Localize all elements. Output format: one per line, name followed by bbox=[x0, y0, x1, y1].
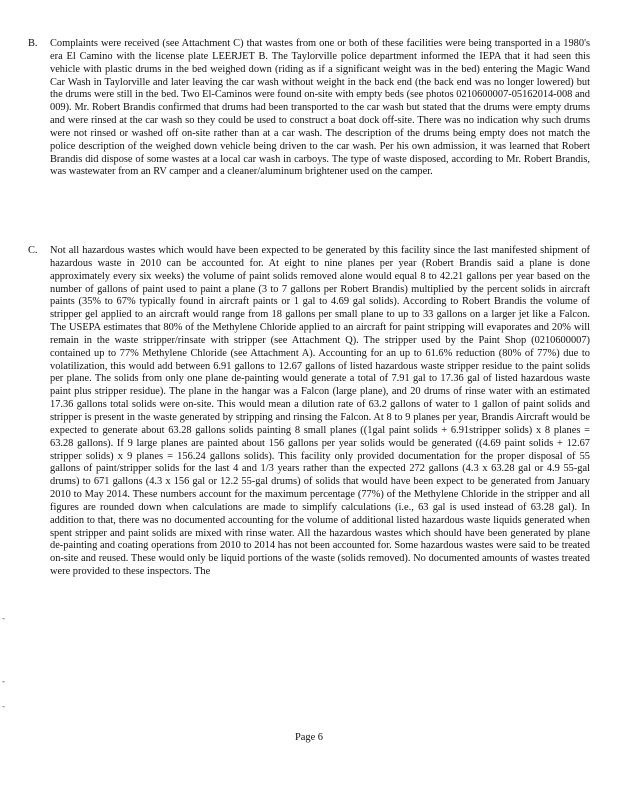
paragraph-b bbox=[28, 38, 590, 179]
page-number: Page 6 bbox=[295, 732, 323, 743]
margin-mark: - bbox=[2, 701, 5, 711]
paragraph-text: Not all hazardous wastes which would have been expected to be generated by this facility since the last manifested shipment of hazardous waste in 2010 can be accounted for. At eight to nine planes per year (Robert Brandis said a plane is done approximately every six weeks) the volume of paint solids removed alone would equal 8 to 42.21 gallons per year based on the number of gallons of paint used to paint a plane (3 to 7 gallons per Robert Brandis) multiplied by the percent solids in aircraft paints (35% to 67% typically found in aircraft paints or 1 gal to 4.69 gal solids). According to Robert Brandis the volume of stripper gel applied to an aircraft would range from 18 gallons per small plane to up to 33 gallons on a larger jet like a Falcon. The USEPA estimates that 80% of the Methylene Chloride applied to an aircraft for paint stripping will evaporates and 20% will remain in the waste stripper/rinsate with stripper (see Attachment Q). The stripper used by the Paint Shop (0210600007) contained up to 77% Methylene Chloride (see Attachment A). Accounting for an up to 61.6% reduction (80% of 77%) due to volatilization, this would add between 6.91 gallons to 12.67 gallons of listed hazardous waste stripper residue to the paint solids per plane. The solids from only one plane de-painting would generate a total of 7.91 gal to 17.36 gal of listed hazardous waste paint plus stripper residue). The plane in the hangar was a Falcon (large plane), and 20 drums of rinse water with an estimated 17.36 gallons total solids were on-site. This would mean a dilution rate of 63.2 gallons of water to 1 gallon of paint solids and stripper is present in the waste generated by stripping and rinsing the Falcon. At 8 to 9 planes per year, Brandis Aircraft would be expected to generate about 63.28 gallons solids painting 8 small planes ((1gal paint solids + 6.91stripper solids) x 8 planes = 63.28 gallons). If 9 large planes are painted about 156 gallons per year solids would be generated ((4.69 paint solids + 12.67 stripper solids) x 9 planes = 156.24 gallons solids). This facility only provided documentation for the proper disposal of 55 gallons of paint/stripper solids for the last 4 and 1/3 years rather than the expected 272 gallons (4.3 x 63.28 gal or 4.9 55-gal drums) to 671 gallons (4.3 x 156 gal or 12.2 55-gal drums) of solids that would have been expect to be generated from January 2010 to May 2014. These numbers account for the maximum percentage (77%) of the Methylene Chloride in the stripper and all figures are rounded down when calculations are made to simplify calculations (i.e., 63 gal is used instead of 63.28 gal). In addition to that, there was no documented accounting for the volume of additional listed hazardous waste liquids generated when spent stripper and paint solids are mixed with rinse water. All the hazardous wastes which should have been generated by plane de-painting and coating operations from 2010 to 2014 has not been accounted for. Some hazardous wastes were said to be treated on-site and reused. These would only be liquid portions of the waste (solids removed). No documented amounts of wastes treated were provided to these inspectors. The bbox=[50, 245, 590, 578]
paragraph-c bbox=[28, 245, 590, 579]
margin-mark: - bbox=[2, 613, 5, 623]
paragraph-text: Complaints were received (see Attachment C) that wastes from one or both of these facilities were being transported in a 1980's era El Camino with the license plate LEERJET B. The Taylorville police department informed the IEPA that it had seen this vehicle with plastic drums in the bed weighed down (riding as if a significant weight was in the bed) entering the Magic Wand Car Wash in Taylorville and later leaving the car wash without weight in the back end (the back end was no longer lowered) but the drums were still in the bed. Two El-Caminos were found on-site with empty beds (see photos 0210600007-05162014-008 and 009). Mr. Robert Brandis confirmed that drums had been transported to the car wash but stated that the drums were empty drums and were rinsed at the car wash so they could be used to construct a boat dock off-site. There was no indication why such drums were not rinsed or washed off on-site rather than at a car wash. The description of the drums being empty does not match the police description of the weighed down vehicle being driven to the car wash. Per his own admission, it was learned that Robert Brandis did dispose of some wastes at a local car wash in carboys. The type of waste disposed, according to Mr. Robert Brandis, was wastewater from an RV camper and a cleaner/aluminum brightener used on the camper. bbox=[50, 38, 590, 178]
paragraph-label: B. bbox=[28, 38, 38, 49]
paragraph-label: C. bbox=[28, 245, 38, 256]
margin-mark: - bbox=[2, 676, 5, 686]
